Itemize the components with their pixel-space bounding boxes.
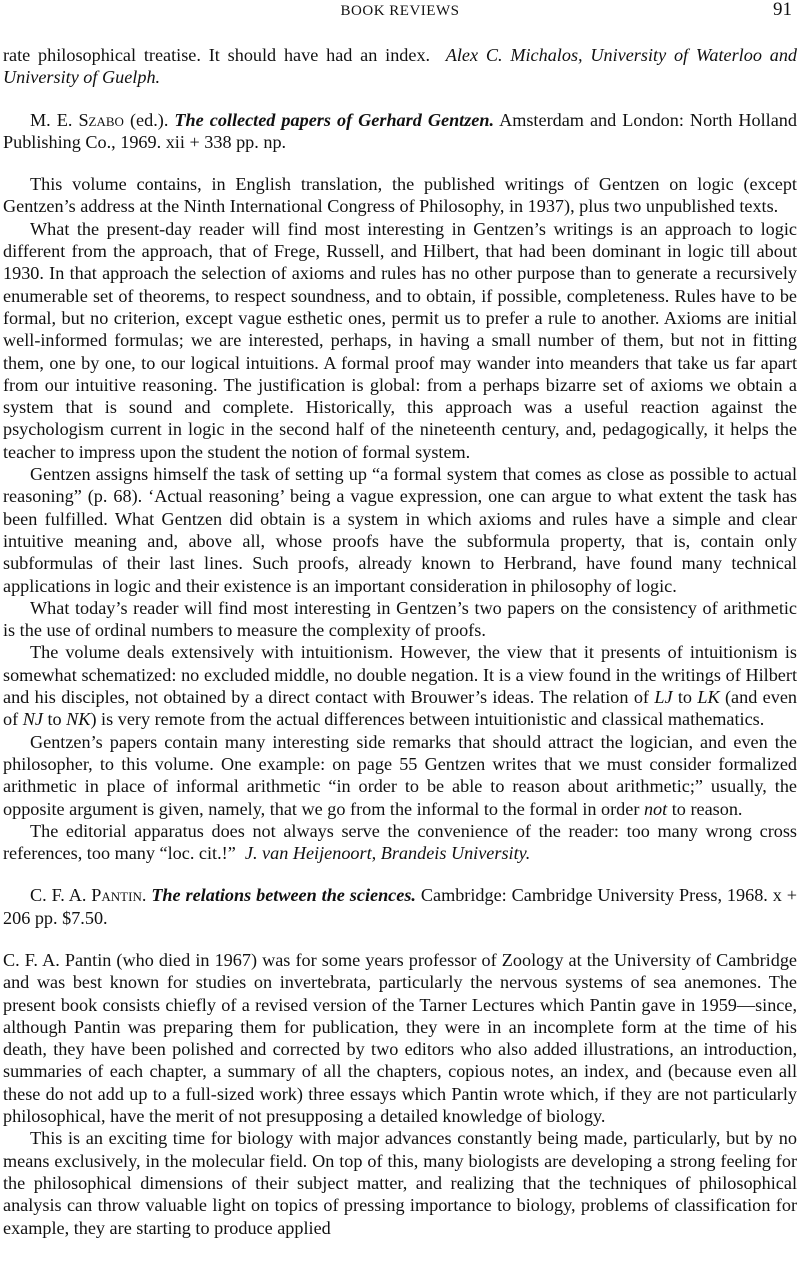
review-heading-pantin xyxy=(3,884,797,929)
text-run: (and even of xyxy=(3,687,797,730)
reviewer-signature: Alex C. Michalos, University of Waterloo and University of Guelph. xyxy=(3,45,798,88)
review-heading-gentzen xyxy=(3,109,797,154)
text-run: to xyxy=(42,709,67,730)
reviewer-signature: J. van Heijenoort, Brandeis University. xyxy=(244,843,531,864)
book-title: The collected papers of Gerhard Gentzen. xyxy=(174,109,495,130)
page-header xyxy=(0,0,800,22)
text-run: Gentzen’s papers contain many interesting side remarks that should attract the logician, and even the philosopher, to this volume. One example: on page 55 Gentzen writes that we must consider formalized arithmetic in place of informal arithmetic “in order to be able to reason about arithmetic;” usually, the opposite argument is given, namely, that we go from the informal to the formal in order xyxy=(3,731,797,819)
book-publication: Amsterdam and London: North Holland Publishing Co., 1969. xii + 338 pp. np. xyxy=(3,109,797,152)
paragraph: What today’s reader will find most interesting in Gentzen’s two papers on the consistency of arithmetic is the use of ordinal numbers to measure the complexity of proofs. xyxy=(3,597,797,641)
paragraph xyxy=(3,820,797,865)
emphasis: not xyxy=(643,798,668,819)
book-author: C. F. A. Pantin. xyxy=(30,885,147,906)
review-conclusion-text: rate philosophical treatise. It should have had an index. xyxy=(3,45,431,65)
calculus-name: LK xyxy=(697,687,720,708)
calculus-name: NK xyxy=(66,709,91,730)
paragraph: Gentzen assigns himself the task of setting up “a formal system that comes as close as possible to actual reasoning” (p. 68). ‘Actual reasoning’ being a vague expression, one can argue to what extent the task has been fulfilled. What Gentzen did obtain is a system in which axioms and rules have a simple and clear intuitive meaning and, above all, whose proofs have the subformula property, that is, contain only subformulas of their last lines. Such proofs, already known to Herbrand, have found many technical applications in logic and their existence is an important consideration in philosophy of logic. xyxy=(3,464,797,596)
paragraph xyxy=(3,641,797,730)
text-run: to reason. xyxy=(667,798,743,819)
text-run: ) is very remote from the actual differences between intuitionistic and classical mathematics. xyxy=(90,709,765,730)
paragraph xyxy=(3,731,797,820)
paragraph: This volume contains, in English translation, the published writings of Gentzen on logic (except Gentzen’s address at the Ninth International Congress of Philosophy, in 1937), plus two unpublished texts. xyxy=(3,174,797,217)
paragraph: C. F. A. Pantin (who died in 1967) was for some years professor of Zoology at the University of Cambridge and was best known for studies on invertebrata, particularly the nervous systems of sea anemones. The present book consists chiefly of a revised version of the Tarner Lectures which Pantin gave in 1959—since, although Pantin was preparing them for publication, they were in an incomplete form at the time of his death, they have been polished and corrected by two editors who also added illustrations, an introduction, summaries of each chapter, a summary of all the chapters, copious notes, an index, and (because even all these do not add up to a full-sized work) three essays which Pantin wrote which, if they are not particularly philosophical, have the merit of not presupposing a detailed knowledge of biology. xyxy=(3,949,797,1127)
body-text xyxy=(3,44,797,1239)
page-number: 91 xyxy=(773,0,792,20)
book-title: The relations between the sciences. xyxy=(151,885,416,906)
calculus-name: NJ xyxy=(22,709,43,730)
book-publication: Cambridge: Cambridge University Press, 1968. x + 206 pp. $7.50. xyxy=(3,885,798,928)
book-author: M. E. Szabo xyxy=(30,109,124,130)
paragraph: What the present-day reader will find most interesting in Gentzen’s writings is an approach to logic different from the approach, that of Frege, Russell, and Hilbert, that had been dominant in logic till about 1930. In that approach the selection of axioms and rules has no other purpose than to generate a recursively enumerable set of theorems, to respect soundness, and to obtain, if possible, completeness. Rules have to be formal, but no criterion, except vague esthetic ones, permit us to prefer a rule to another. Axioms are initial well-informed formulas; we are interested, perhaps, in having a small number of them, but not in fitting them, one by one, to our logical intuitions. A formal proof may wander into meanders that take us far apart from our intuitive reasoning. The justification is global: from a perhaps bizarre set of axioms we obtain a system that is sound and complete. Historically, this approach was a useful reaction against the psychologism current in logic in the second half of the nineteenth century, and, pedagogically, it helps the teacher to impress upon the student the notion of formal system. xyxy=(3,218,797,462)
text-run: The volume deals extensively with intuitionism. However, the view that it presents of intuitionism is somewhat schematized: no excluded middle, no double negation. It is a view found in the writings of Hilbert and his disciples, not obtained by a direct contact with Brouwer’s ideas. The relation of xyxy=(3,642,797,708)
paragraph: This is an exciting time for biology with major advances constantly being made, particularly, but by no means exclusively, in the molecular field. On top of this, many biologists are developing a strong feeling for the philosophical dimensions of their subject matter, and realizing that the techniques of philosophical analysis can throw valuable light on topics of pressing importance to biology, problems of classification for example, they are starting to produce applied xyxy=(3,1128,797,1238)
review-conclusion xyxy=(3,44,797,89)
calculus-name: LJ xyxy=(654,687,673,708)
book-author-suffix: (ed.). xyxy=(123,109,169,130)
text-run: to xyxy=(672,687,698,708)
running-title: BOOK REVIEWS xyxy=(340,3,460,19)
text-run: The editorial apparatus does not always serve the convenience of the reader: too many wrong cross references, too many “loc. cit.!” xyxy=(3,820,797,864)
